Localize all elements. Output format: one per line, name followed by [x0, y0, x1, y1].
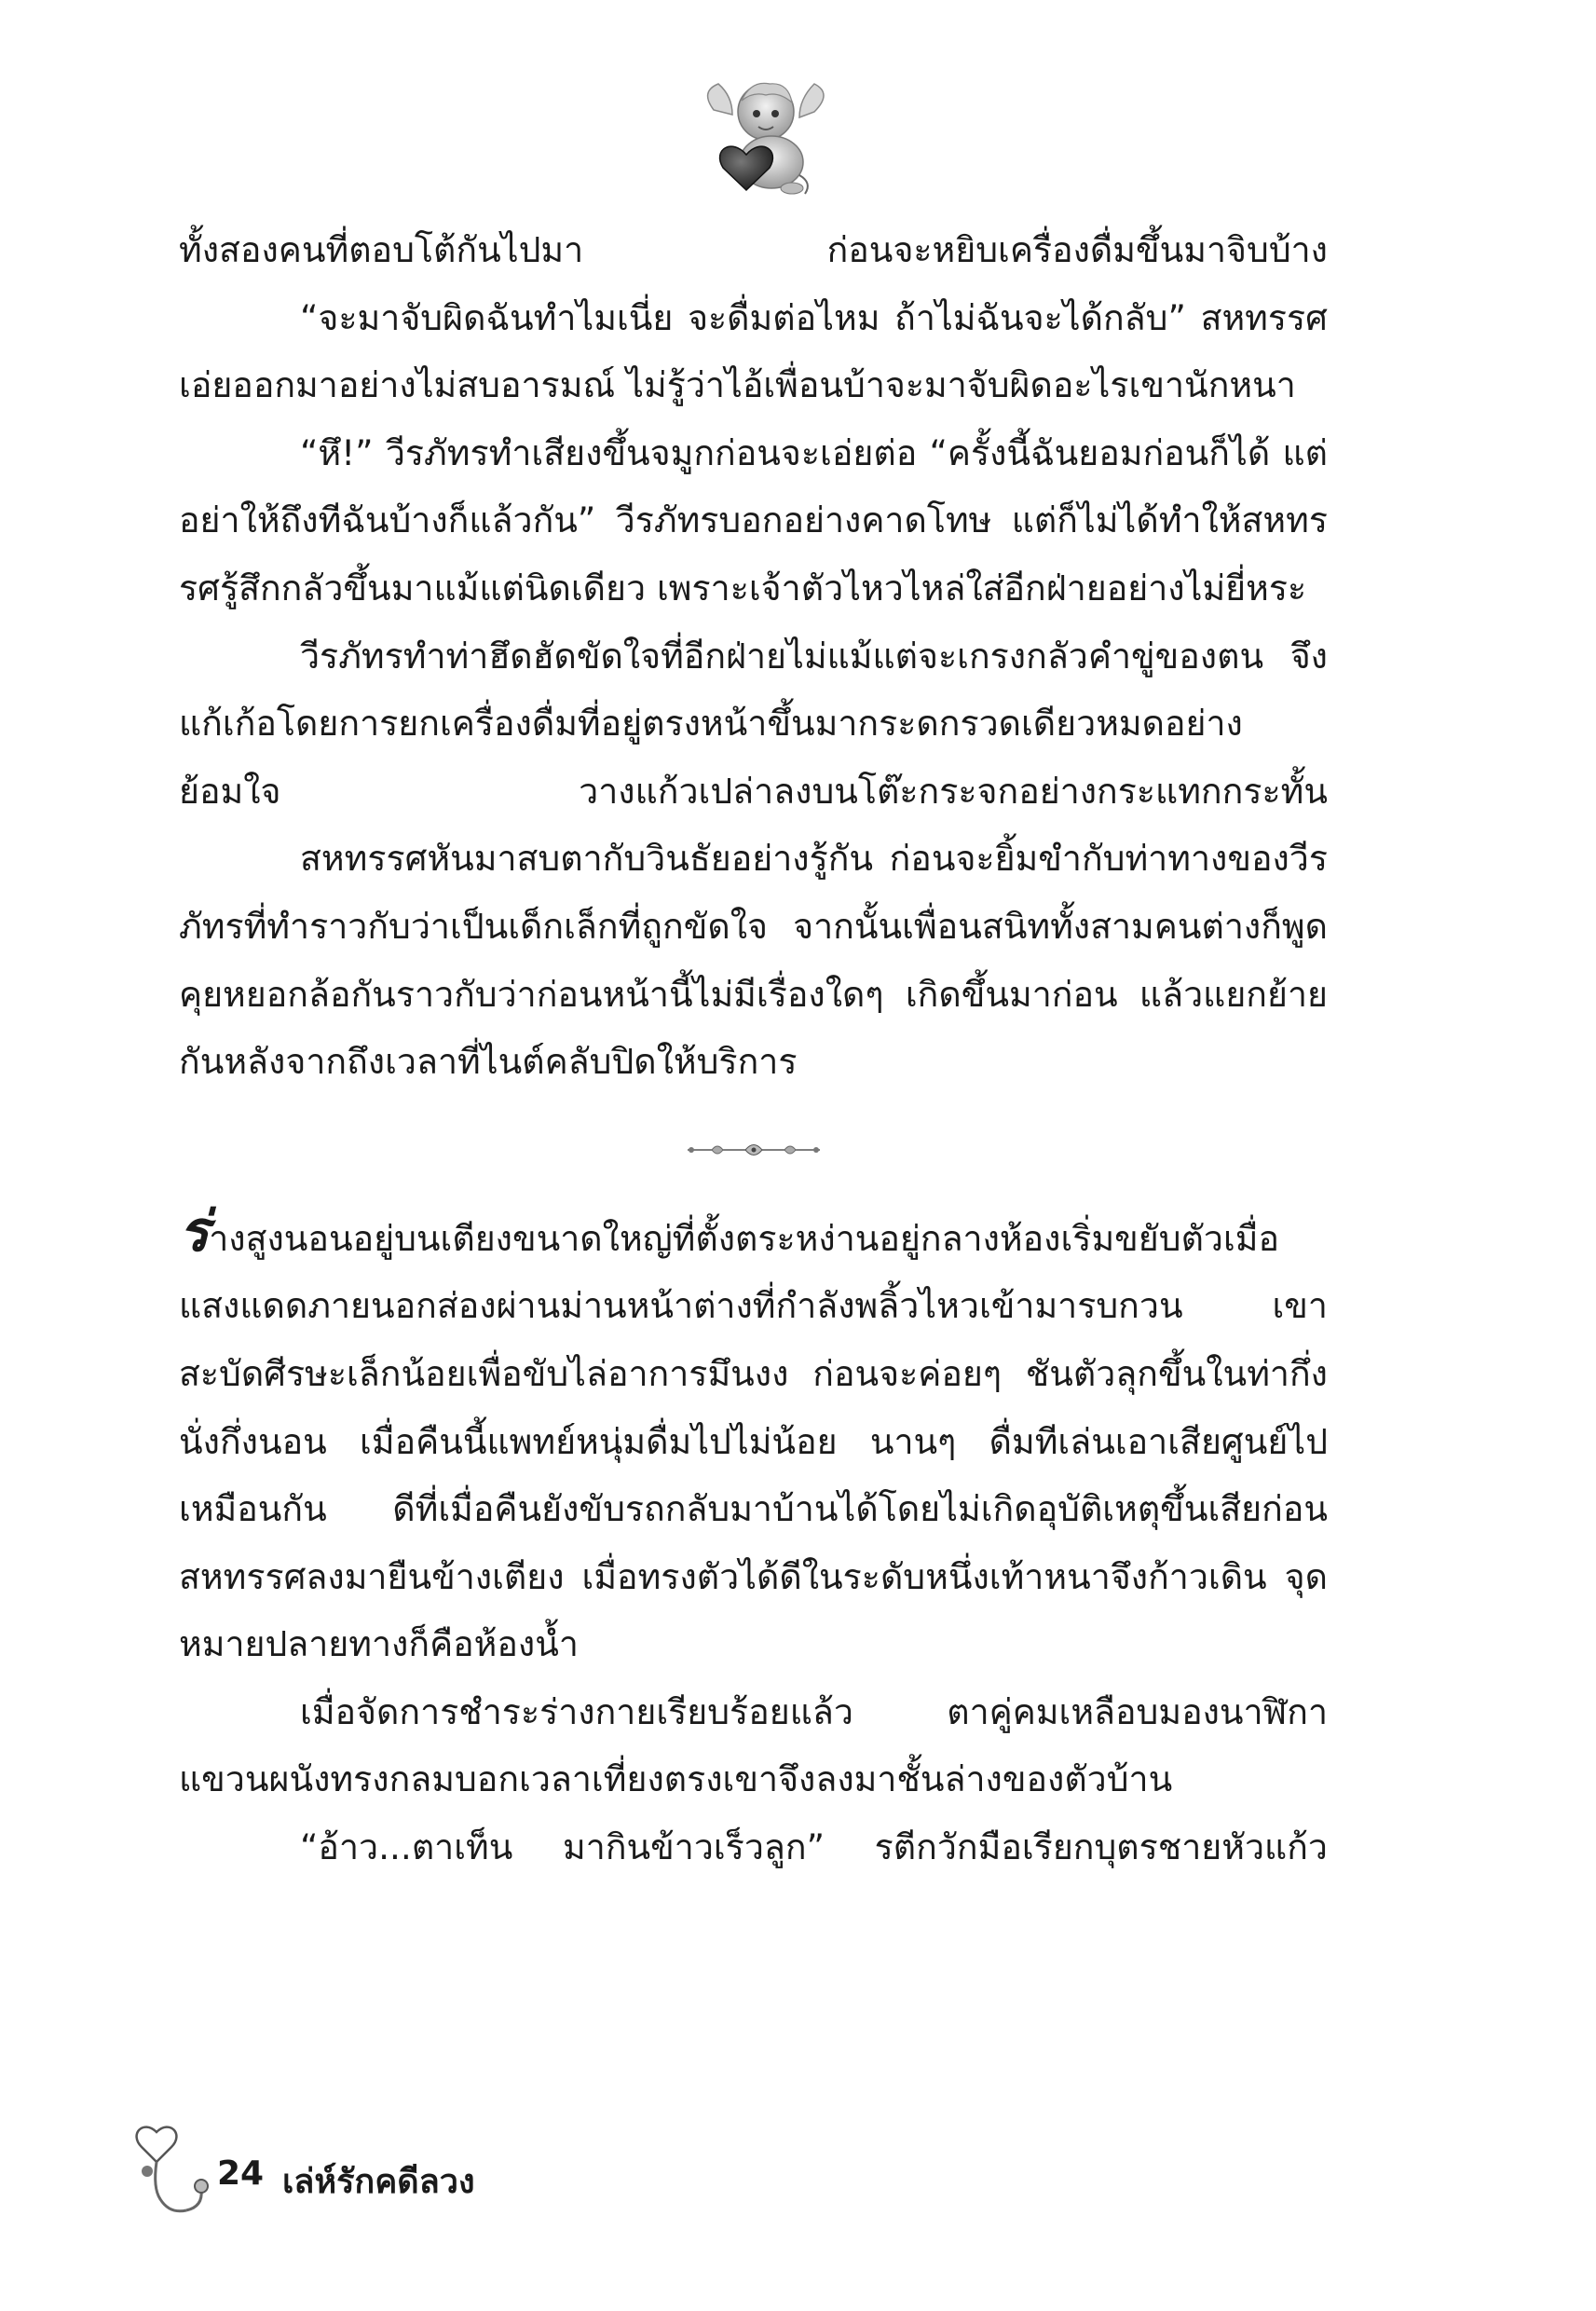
stethoscope-heart-icon [129, 2113, 222, 2225]
book-title: เล่ห์รักคดีลวง [282, 2163, 475, 2201]
body-text [179, 216, 1328, 1881]
paragraph: ทั้งสองคนที่ตอบโต้กันไปมา ก่อนจะหยิบเครื่องดื่มขึ้นมาจิบบ้าง [179, 229, 1328, 270]
paragraph: เมื่อจัดการชำระร่างกายเรียบร้อยแล้ว ตาคู่คมเหลือบมองนาฬิกาแขวนผนังทรงกลมบอกเวลาเที่ยงตรงเขาจึงลงมาชั้นล่างของตัวบ้าน [179, 1690, 1328, 1800]
paragraph: “อ้าว...ตาเท็น มากินข้าวเร็วลูก” รตีกวักมือเรียกบุตรชายหัวแก้ว [300, 1826, 1328, 1868]
dropcap-paragraph-text: างสูงนอนอยู่บนเตียงขนาดใหญ่ที่ตั้งตระหง่านอยู่กลางห้องเริ่มขยับตัวเมื่อแสงแดดภายนอกส่องผ่านม่านหน้าต่างที่กำลังพลิ้วไหวเข้ามารบกวน เขาสะบัดศีรษะเล็กน้อยเพื่อขับไล่อาการมึนงง ก่อนจะค่อยๆ ชันตัวลุกขึ้นในท่ากึ่งนั่งกึ่งนอน เมื่อคืนนี้แพทย์หนุ่มดื่มไปไม่น้อย นานๆ ดื่มทีเล่นเอาเสียศูนย์ไปเหมือนกัน ดีที่เมื่อคืนยังขับรถกลับมาบ้านได้โดยไม่เกิดอุบัติเหตุขึ้นเสียก่อน สหทรรศลงมายืนข้างเตียง เมื่อทรงตัวได้ดีในระดับหนึ่งเท้าหนาจึงก้าวเดิน จุดหมายปลายทางก็คือห้องน้ำ [179, 1217, 1328, 1665]
paragraph: สหทรรศหันมาสบตากับวินธัยอย่างรู้กัน ก่อนจะยิ้มขำกับท่าทางของวีรภัทรที่ทำราวกับว่าเป็นเด็กเล็กที่ถูกขัดใจ จากนั้นเพื่อนสนิททั้งสามคนต่างก็พูดคุยหยอกล้อกันราวกับว่าก่อนหน้านี้ไม่มีเรื่องใดๆ เกิดขึ้นมาก่อน แล้วแยกย้ายกันหลังจากถึงเวลาที่ไนต์คลับปิดให้บริการ [179, 838, 1328, 1083]
paragraph: “จะมาจับผิดฉันทำไมเนี่ย จะดื่มต่อไหม ถ้าไม่ฉันจะได้กลับ” สหทรรศเอ่ยออกมาอย่างไม่สบอารมณ์ ไม่รู้ว่าไอ้เพื่อนบ้าจะมาจับผิดอะไรเขานักหนา [179, 296, 1328, 406]
drop-cap-letter: ร่ [179, 1198, 210, 1265]
dropcap-paragraph [179, 1198, 1328, 1678]
page-number: 24 [217, 2154, 265, 2193]
page-footer [129, 2113, 688, 2225]
paragraph: “หึ!” วีรภัทรทำเสียงขึ้นจมูกก่อนจะเอ่ยต่อ “ครั้งนี้ฉันยอมก่อนก็ได้ แต่อย่าให้ถึงทีฉันบ้างก็แล้วกัน” วีรภัทรบอกอย่างคาดโทษ แต่ก็ไม่ได้ทำให้สหทรรศรู้สึกกลัวขึ้นมาแม้แต่นิดเดียว เพราะเจ้าตัวไหวไหล่ใส่อีกฝ่ายอย่างไม่ยี่หระ [179, 431, 1328, 609]
section-separator [179, 1096, 1328, 1204]
cherub-with-heart-icon [695, 73, 835, 198]
ornamental-divider-icon [684, 1140, 824, 1160]
paragraph: วีรภัทรทำท่าฮึดฮัดขัดใจที่อีกฝ่ายไม่แม้แต่จะเกรงกลัวคำขู่ของตน จึงแก้เก้อโดยการยกเครื่องดื่มที่อยู่ตรงหน้าขึ้นมากระดกรวดเดียวหมดอย่างย้อมใจ วางแก้วเปล่าลงบนโต๊ะกระจกอย่างกระแทกกระทั้น [179, 635, 1328, 812]
